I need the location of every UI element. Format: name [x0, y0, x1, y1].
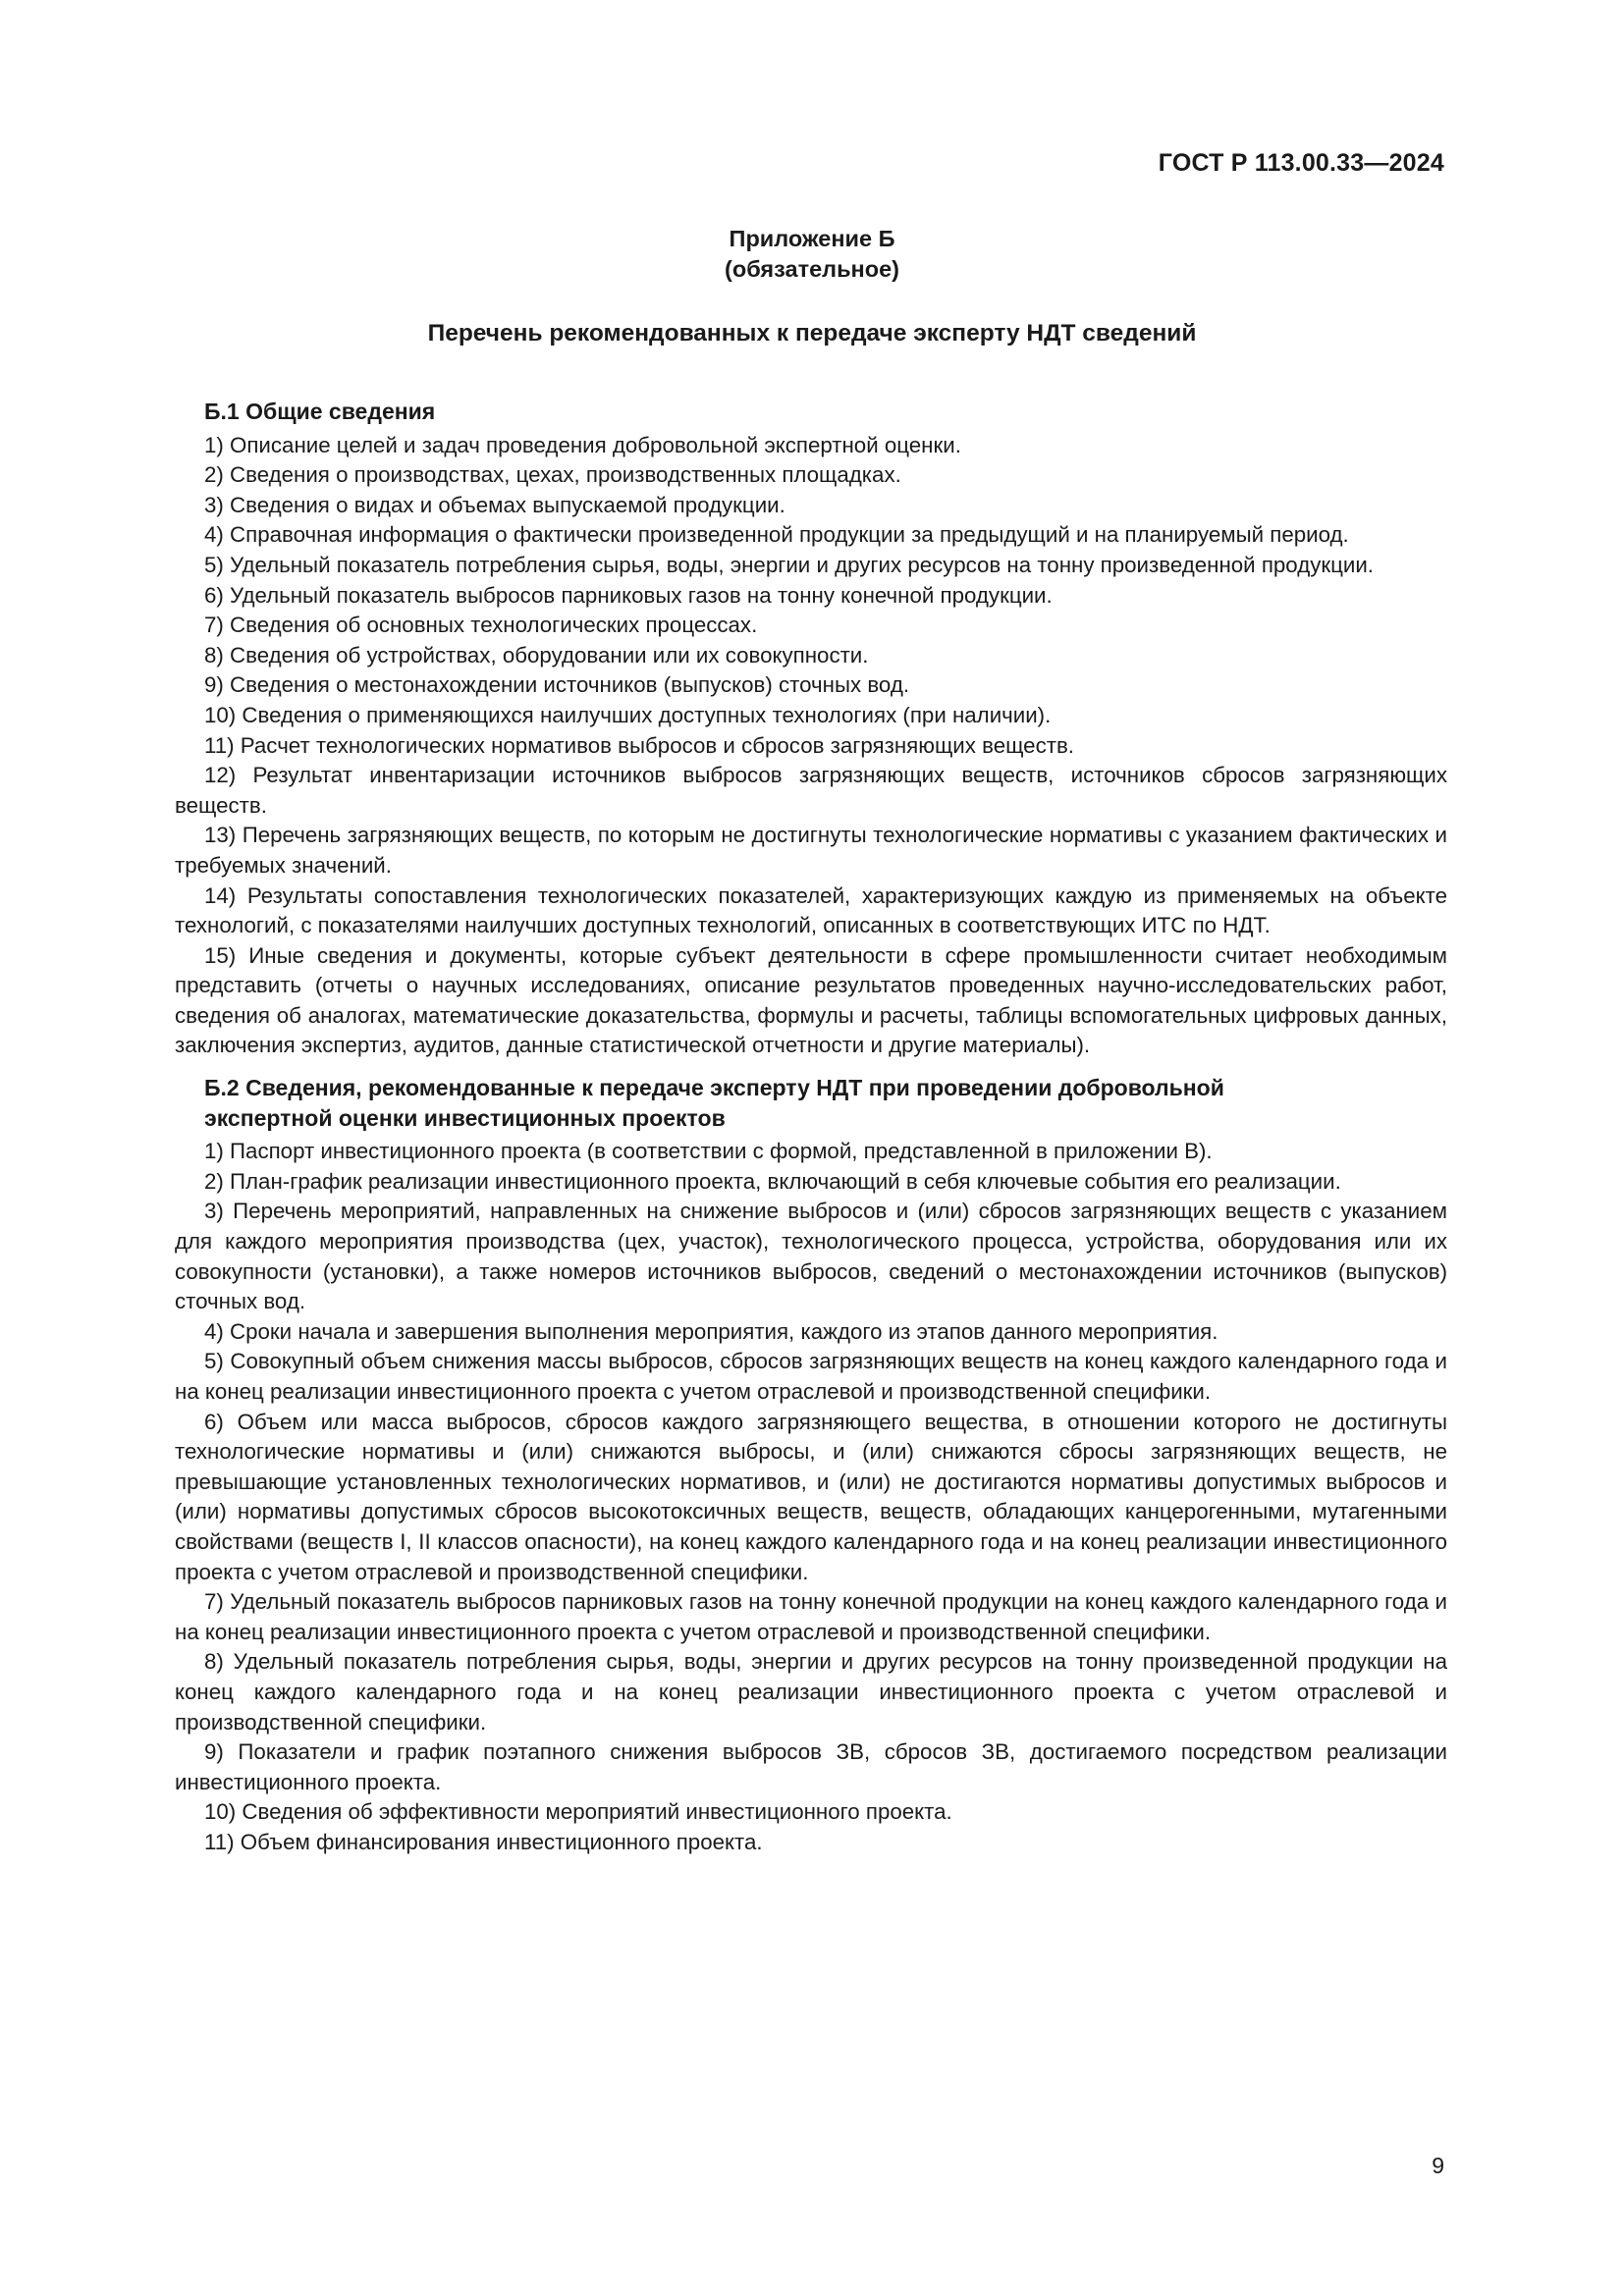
list-item: 10) Сведения о применяющихся наилучших доступных технологиях (при наличии).: [204, 702, 1052, 727]
list-item: 4) Сроки начала и завершения выполнения мероприятия, каждого из этапов данного мероприятия.: [204, 1318, 1218, 1344]
list-item: 7) Удельный показатель выбросов парниковых газов на тонну конечной продукции на конец каждого календарного года и на конец реализации инвестиционного проекта с учетом отраслевой и производственной специфики.: [175, 1589, 1447, 1644]
appendix-status: (обязательное): [725, 256, 899, 282]
list-item: 2) Сведения о производствах, цехах, производственных площадках.: [204, 462, 901, 488]
page-number: 9: [1432, 2153, 1444, 2178]
list-item: 1) Описание целей и задач проведения добровольной экспертной оценки.: [204, 432, 961, 457]
section-b2-heading-line1: Б.2 Сведения, рекомендованные к передаче эксперту НДТ при проведении добровольной: [204, 1075, 1224, 1101]
document-body: [175, 397, 1447, 1858]
section-b1-list: [175, 431, 1447, 1061]
list-item: 11) Расчет технологических нормативов выбросов и сбросов загрязняющих веществ.: [204, 732, 1074, 758]
list-item: 8) Удельный показатель потребления сырья, воды, энергии и других ресурсов на тонну произведенной продукции на конец каждого календарного года и на конец реализации инвестиционного проекта с учетом отраслевой и производственной специфики.: [175, 1649, 1447, 1735]
list-item: 14) Результаты сопоставления технологических показателей, характеризующих каждую из применяемых на объекте технологий, с показателями наилучших доступных технологий, описанных в соответствующих ИТС по НДТ.: [175, 882, 1447, 938]
list-item: 7) Сведения об основных технологических процессах.: [204, 613, 758, 638]
list-item: 3) Перечень мероприятий, направленных на снижение выбросов и (или) сбросов загрязняющих веществ с указанием для каждого мероприятия производства (цех, участок), технологического процесса, устройства, оборудования или их совокупности (установки), а также номеров источников выбросов, сведений о местонахождении источников (выпусков) сточных вод.: [175, 1199, 1447, 1314]
section-b2-list: [175, 1137, 1447, 1857]
list-item: 13) Перечень загрязняющих веществ, по которым не достигнуты технологические нормативы с указанием фактических и требуемых значений.: [175, 823, 1447, 878]
list-item: 9) Показатели и график поэтапного снижения выбросов ЗВ, сбросов ЗВ, достигаемого посредством реализации инвестиционного проекта.: [175, 1739, 1447, 1794]
section-b2-heading-line2: экспертной оценки инвестиционных проектов: [204, 1104, 726, 1131]
section-b2-heading: [204, 1073, 1447, 1133]
appendix-heading: [0, 224, 1624, 285]
list-item: 1) Паспорт инвестиционного проекта (в соответствии с формой, представленной в приложении В).: [204, 1139, 1213, 1164]
list-item: 15) Иные сведения и документы, которые субъект деятельности в сфере промышленности считает необходимым представить (отчеты о научных исследованиях, описание результатов проведенных научно-исследовательских работ, сведения об аналогах, математические доказательства, формулы и расчеты, таблицы вспомогательных цифровых данных, заключения экспертиз, аудитов, данные статистической отчетности и другие материалы).: [175, 942, 1447, 1058]
list-item: 6) Удельный показатель выбросов парниковых газов на тонну конечной продукции.: [204, 582, 1053, 608]
list-item: 5) Удельный показатель потребления сырья, воды, энергии и других ресурсов на тонну произведенной продукции.: [204, 552, 1374, 577]
section-b1-heading: Б.1 Общие сведения: [204, 399, 436, 424]
appendix-title: Приложение Б: [729, 226, 895, 251]
list-item: 4) Справочная информация о фактически произведенной продукции за предыдущий и на планируемый период.: [204, 522, 1349, 548]
list-item: 6) Объем или масса выбросов, сбросов каждого загрязняющего вещества, в отношении которого не достигнуты технологические нормативы и (или) снижаются выбросы, и (или) снижаются сбросы загрязняющих веществ, не превышающие установленных технологических нормативов, и (или) не достигаются нормативы допустимых выбросов и (или) нормативы допустимых сбросов высокотоксичных веществ, веществ, обладающих канцерогенными, мутагенными свойствами (веществ I, II классов опасности), на конец каждого календарного года и на конец реализации инвестиционного проекта с учетом отраслевой и производственной специфики.: [175, 1409, 1447, 1584]
document-title: Перечень рекомендованных к передаче эксперту НДТ сведений: [427, 320, 1197, 347]
list-item: 11) Объем финансирования инвестиционного проекта.: [204, 1829, 763, 1854]
list-item: 8) Сведения об устройствах, оборудовании или их совокупности.: [204, 642, 869, 667]
list-item: 5) Совокупный объем снижения массы выбросов, сбросов загрязняющих веществ на конец каждого календарного года и на конец реализации инвестиционного проекта с учетом отраслевой и производственной специфики.: [175, 1349, 1447, 1404]
list-item: 2) План-график реализации инвестиционного проекта, включающий в себя ключевые события его реализации.: [204, 1168, 1341, 1194]
list-item: 12) Результат инвентаризации источников выбросов загрязняющих веществ, источников сбросов загрязняющих веществ.: [175, 763, 1447, 818]
list-item: 10) Сведения об эффективности мероприятий инвестиционного проекта.: [204, 1799, 952, 1825]
list-item: 9) Сведения о местонахождении источников (выпусков) сточных вод.: [204, 672, 910, 698]
list-item: 3) Сведения о видах и объемах выпускаемой продукции.: [204, 492, 785, 517]
standard-code: ГОСТ Р 113.00.33—2024: [1158, 149, 1444, 177]
